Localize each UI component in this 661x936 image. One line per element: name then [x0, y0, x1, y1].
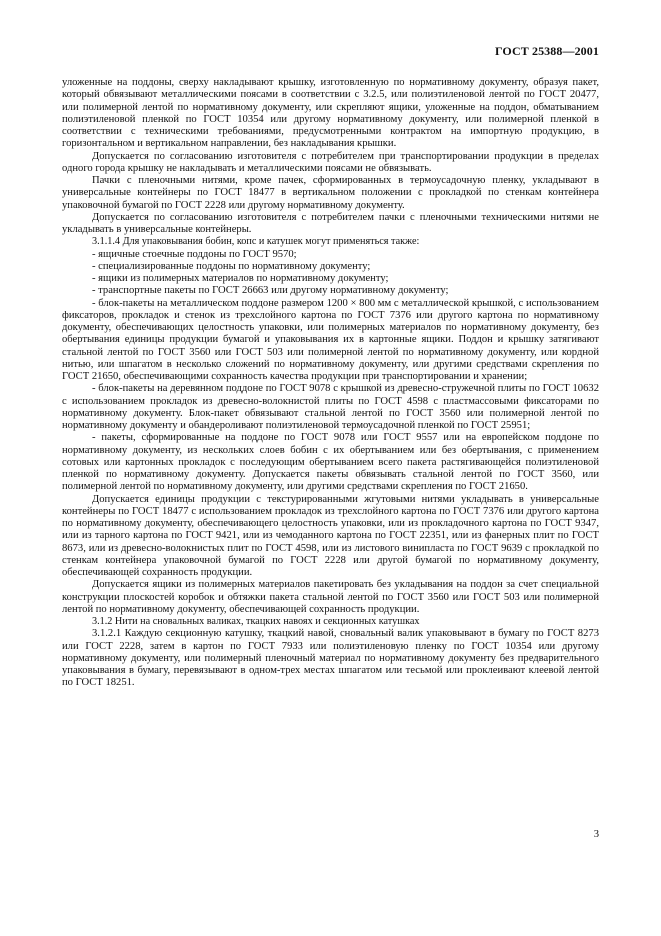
section-heading-3-1-2: 3.1.2 Нити на сновальных валиках, ткацких навоях и секционных катушках — [92, 616, 420, 627]
list-item: - пакеты, сформированные на поддоне по ГОСТ 9078 или ГОСТ 9557 или на европейском поддоне по нормативному документу, из нескольких слоев бобин с их обертыванием или без обертывания, с применением сотовых или картонных прокладок с последующим обертыванием всего пакета растягивающейся полиэтиленовой пленкой по нормативному документу. Допускается пакеты обвязывать стальной лентой по ГОСТ 3560, или полимерной лентой по нормативному документу, или другими средствами скрепления по ГОСТ 21650. — [62, 432, 599, 493]
paragraph: Допускается по согласованию изготовителя с потребителем при транспортировании продукции в пределах одного города крышку не накладывать и металлическими поясами не обвязывать. — [62, 150, 599, 174]
document-code-header: ГОСТ 25388—2001 — [495, 44, 599, 58]
paragraph: Допускается по согласованию изготовителя с потребителем пачки с пленочными техническими нитями не укладывать в универсальные контейнеры. — [62, 211, 599, 235]
list-item: - ящичные стоечные поддоны по ГОСТ 9570; — [92, 248, 297, 260]
section-heading-3-1-1-4: 3.1.1.4 Для упаковывания бобин, копс и катушек могут применяться также: — [92, 236, 420, 248]
document-body — [62, 77, 599, 690]
list-item: - специализированные поддоны по нормативному документу; — [92, 260, 371, 272]
list-item: - блок-пакеты на деревянном поддоне по ГОСТ 9078 с крышкой из древесно-стружечной плиты по ГОСТ 10632 с использованием прокладок из древесно-волокнистой плиты по ГОСТ 4598 с пластмассовыми фиксаторами по нормативному документу. Блок-пакет обвязывают стальной лентой по ГОСТ 3560 или полимерной лентой по нормативному документу и обандероливают полиэтиленовой термоусадочной пленкой по ГОСТ 25951; — [62, 383, 599, 431]
paragraph: 3.1.2.1 Каждую секционную катушку, ткацкий навой, сновальный валик упаковывают в бумагу по ГОСТ 8273 или ГОСТ 2228, затем в картон по ГОСТ 7933 или полиэтиленовую пленку по ГОСТ 10354 или другому нормативному документу, или полимерный пленочный материал по нормативному документу без предварительного упаковывания в бумагу, перевязывают в одном-трех местах шпагатом или тесьмой или проклеивают клеевой лентой по ГОСТ 18251. — [62, 628, 599, 689]
paragraph: Допускается единицы продукции с текстурированными жгутовыми нитями укладывать в универсальные контейнеры по ГОСТ 18477 с использованием прокладок из трехслойного картона по ГОСТ 7376 или другого картона по нормативному документу, обеспечивающего целостность упаковки, или из прокладочного картона по ГОСТ 9347, или из тарного картона по ГОСТ 9421, или из чемоданного картона по ГОСТ 22351, или из фанерных плит по ГОСТ 8673, или из древесно-волокнистых плит по ГОСТ 4598, или из листового винипласта по ГОСТ 9639 с прокладкой по стенкам контейнера упаковочной бумагой по ГОСТ 2228 или другой бумагой по нормативному документу, обеспечивающей сохранность продукции. — [62, 493, 599, 578]
list-item: - блок-пакеты на металлическом поддоне размером 1200 × 800 мм с металлической крышкой, с использованием фиксаторов, прокладок и стенок из трехслойного картона по ГОСТ 7376 или другого картона по нормативному документу, обеспечивающих целостность упаковки, или полимерных материалов по нормативному документу, без обертывания единицы продукции бумагой и упаковывания их в картонные ящики. Поддон и крышку затягивают стальной лентой по ГОСТ 3560 или ГОСТ 503 или полимерной лентой по нормативному документу, или кордной нитью, или шпагатом в несколько сложений по нормативному документу, или другими средствами скрепления по ГОСТ 21650, обеспечивающими сохранность качества продукции при транспортировании и хранении; — [62, 297, 599, 382]
paragraph: Пачки с пленочными нитями, кроме пачек, сформированных в термоусадочную пленку, укладывают в универсальные контейнеры по ГОСТ 18477 в вертикальном положении с прокладкой по стенкам контейнера упаковочной бумагой по ГОСТ 2228 или другому нормативному документу. — [62, 175, 599, 211]
page-number: 3 — [593, 829, 599, 840]
list-item: - ящики из полимерных материалов по нормативному документу; — [92, 273, 389, 284]
paragraph: уложенные на поддоны, сверху накладывают крышку, изготовленную по нормативному документу, образуя пакет, который обвязывают металлическими поясами в соответствии с 3.2.5, или полиэтиленовой лентой по ГОСТ 20477, или полимерной лентой по нормативному документу, или скрепляют ящики, уложенные на поддон, обматыванием полиэтиленовой пленкой по ГОСТ 10354 или другому нормативному документу, или полимерной пленкой в соответствии с техническими требованиями, предусмотренными контрактом на импортную продукцию, в горизонтальном и вертикальном направлении, без накладывания крышки. — [62, 77, 599, 150]
paragraph: Допускается ящики из полимерных материалов пакетировать без укладывания на поддон за счет специальной конструкции плоскостей коробок и обтяжки пакета стальной лентой по ГОСТ 3560 или ГОСТ 503 или полимерной лентой по нормативному документу, обеспечивающей сохранность продукции. — [62, 579, 599, 615]
list-item: - транспортные пакеты по ГОСТ 26663 или другому нормативному документу; — [92, 285, 449, 297]
